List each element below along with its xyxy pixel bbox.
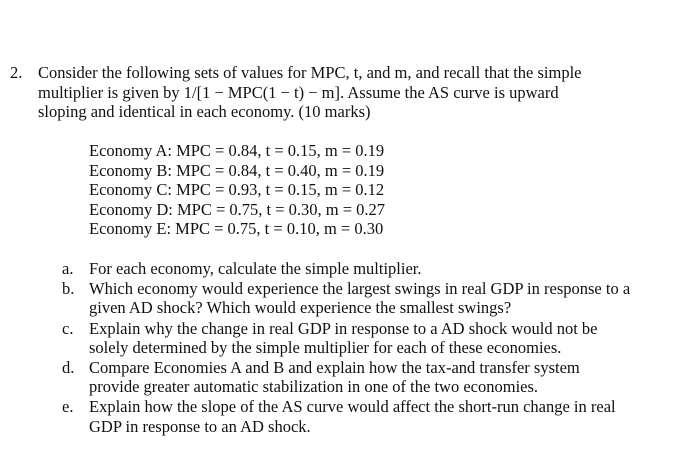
intro-line-2-suffix: . Assume the AS curve is upward bbox=[340, 82, 559, 102]
sub-question-letter: c. bbox=[62, 318, 74, 338]
intro-line-1: Consider the following sets of values for MPC, t, and m, and recall that the simple bbox=[38, 63, 582, 82]
sub-question-e bbox=[62, 397, 692, 435]
question-number: 2. bbox=[10, 63, 23, 82]
economy-c: Economy C: MPC = 0.93, t = 0.15, m = 0.12 bbox=[89, 180, 385, 200]
sub-question-line: given AD shock? Which would experience the smallest swings? bbox=[89, 298, 512, 318]
sub-question-line: For each economy, calculate the simple multiplier. bbox=[89, 259, 422, 278]
sub-question-list bbox=[62, 259, 692, 437]
sub-question-line: Compare Economies A and B and explain how the tax-and transfer system bbox=[89, 358, 580, 378]
sub-question-letter: e. bbox=[62, 397, 74, 417]
sub-question-line: Which economy would experience the largest swings in real GDP in response to a bbox=[89, 279, 631, 299]
sub-question-letter: d. bbox=[62, 358, 75, 378]
sub-question-letter: b. bbox=[62, 279, 75, 299]
intro-line-2 bbox=[38, 83, 688, 103]
sub-question-line: Explain why the change in real GDP in response to a AD shock would not be bbox=[89, 318, 598, 338]
sub-question-line: GDP in response to an AD shock. bbox=[89, 416, 311, 436]
economy-a: Economy A: MPC = 0.84, t = 0.15, m = 0.19 bbox=[89, 141, 385, 160]
economy-e: Economy E: MPC = 0.75, t = 0.10, m = 0.30 bbox=[89, 219, 384, 239]
sub-question-line: Explain how the slope of the AS curve would affect the short-run change in real bbox=[89, 397, 616, 417]
sub-question-b bbox=[62, 279, 692, 317]
sub-question-letter: a. bbox=[62, 259, 74, 278]
sub-question-line: provide greater automatic stabilization in one of the two economies. bbox=[89, 377, 539, 397]
sub-question-c bbox=[62, 319, 692, 357]
sub-question-line: solely determined by the simple multiplier for each of these economies. bbox=[89, 337, 562, 357]
multiplier-formula: 1/[1 − MPC(1 − t) − m] bbox=[183, 82, 341, 102]
economy-list bbox=[89, 141, 385, 239]
economy-d: Economy D: MPC = 0.75, t = 0.30, m = 0.27 bbox=[89, 199, 386, 219]
sub-question-a bbox=[62, 259, 692, 278]
intro-line-3: sloping and identical in each economy. (10 marks) bbox=[38, 102, 371, 121]
sub-question-d bbox=[62, 358, 692, 396]
question-intro bbox=[38, 63, 688, 122]
economy-b: Economy B: MPC = 0.84, t = 0.40, m = 0.19 bbox=[89, 160, 385, 180]
intro-line-2-prefix: multiplier is given by bbox=[38, 82, 184, 102]
